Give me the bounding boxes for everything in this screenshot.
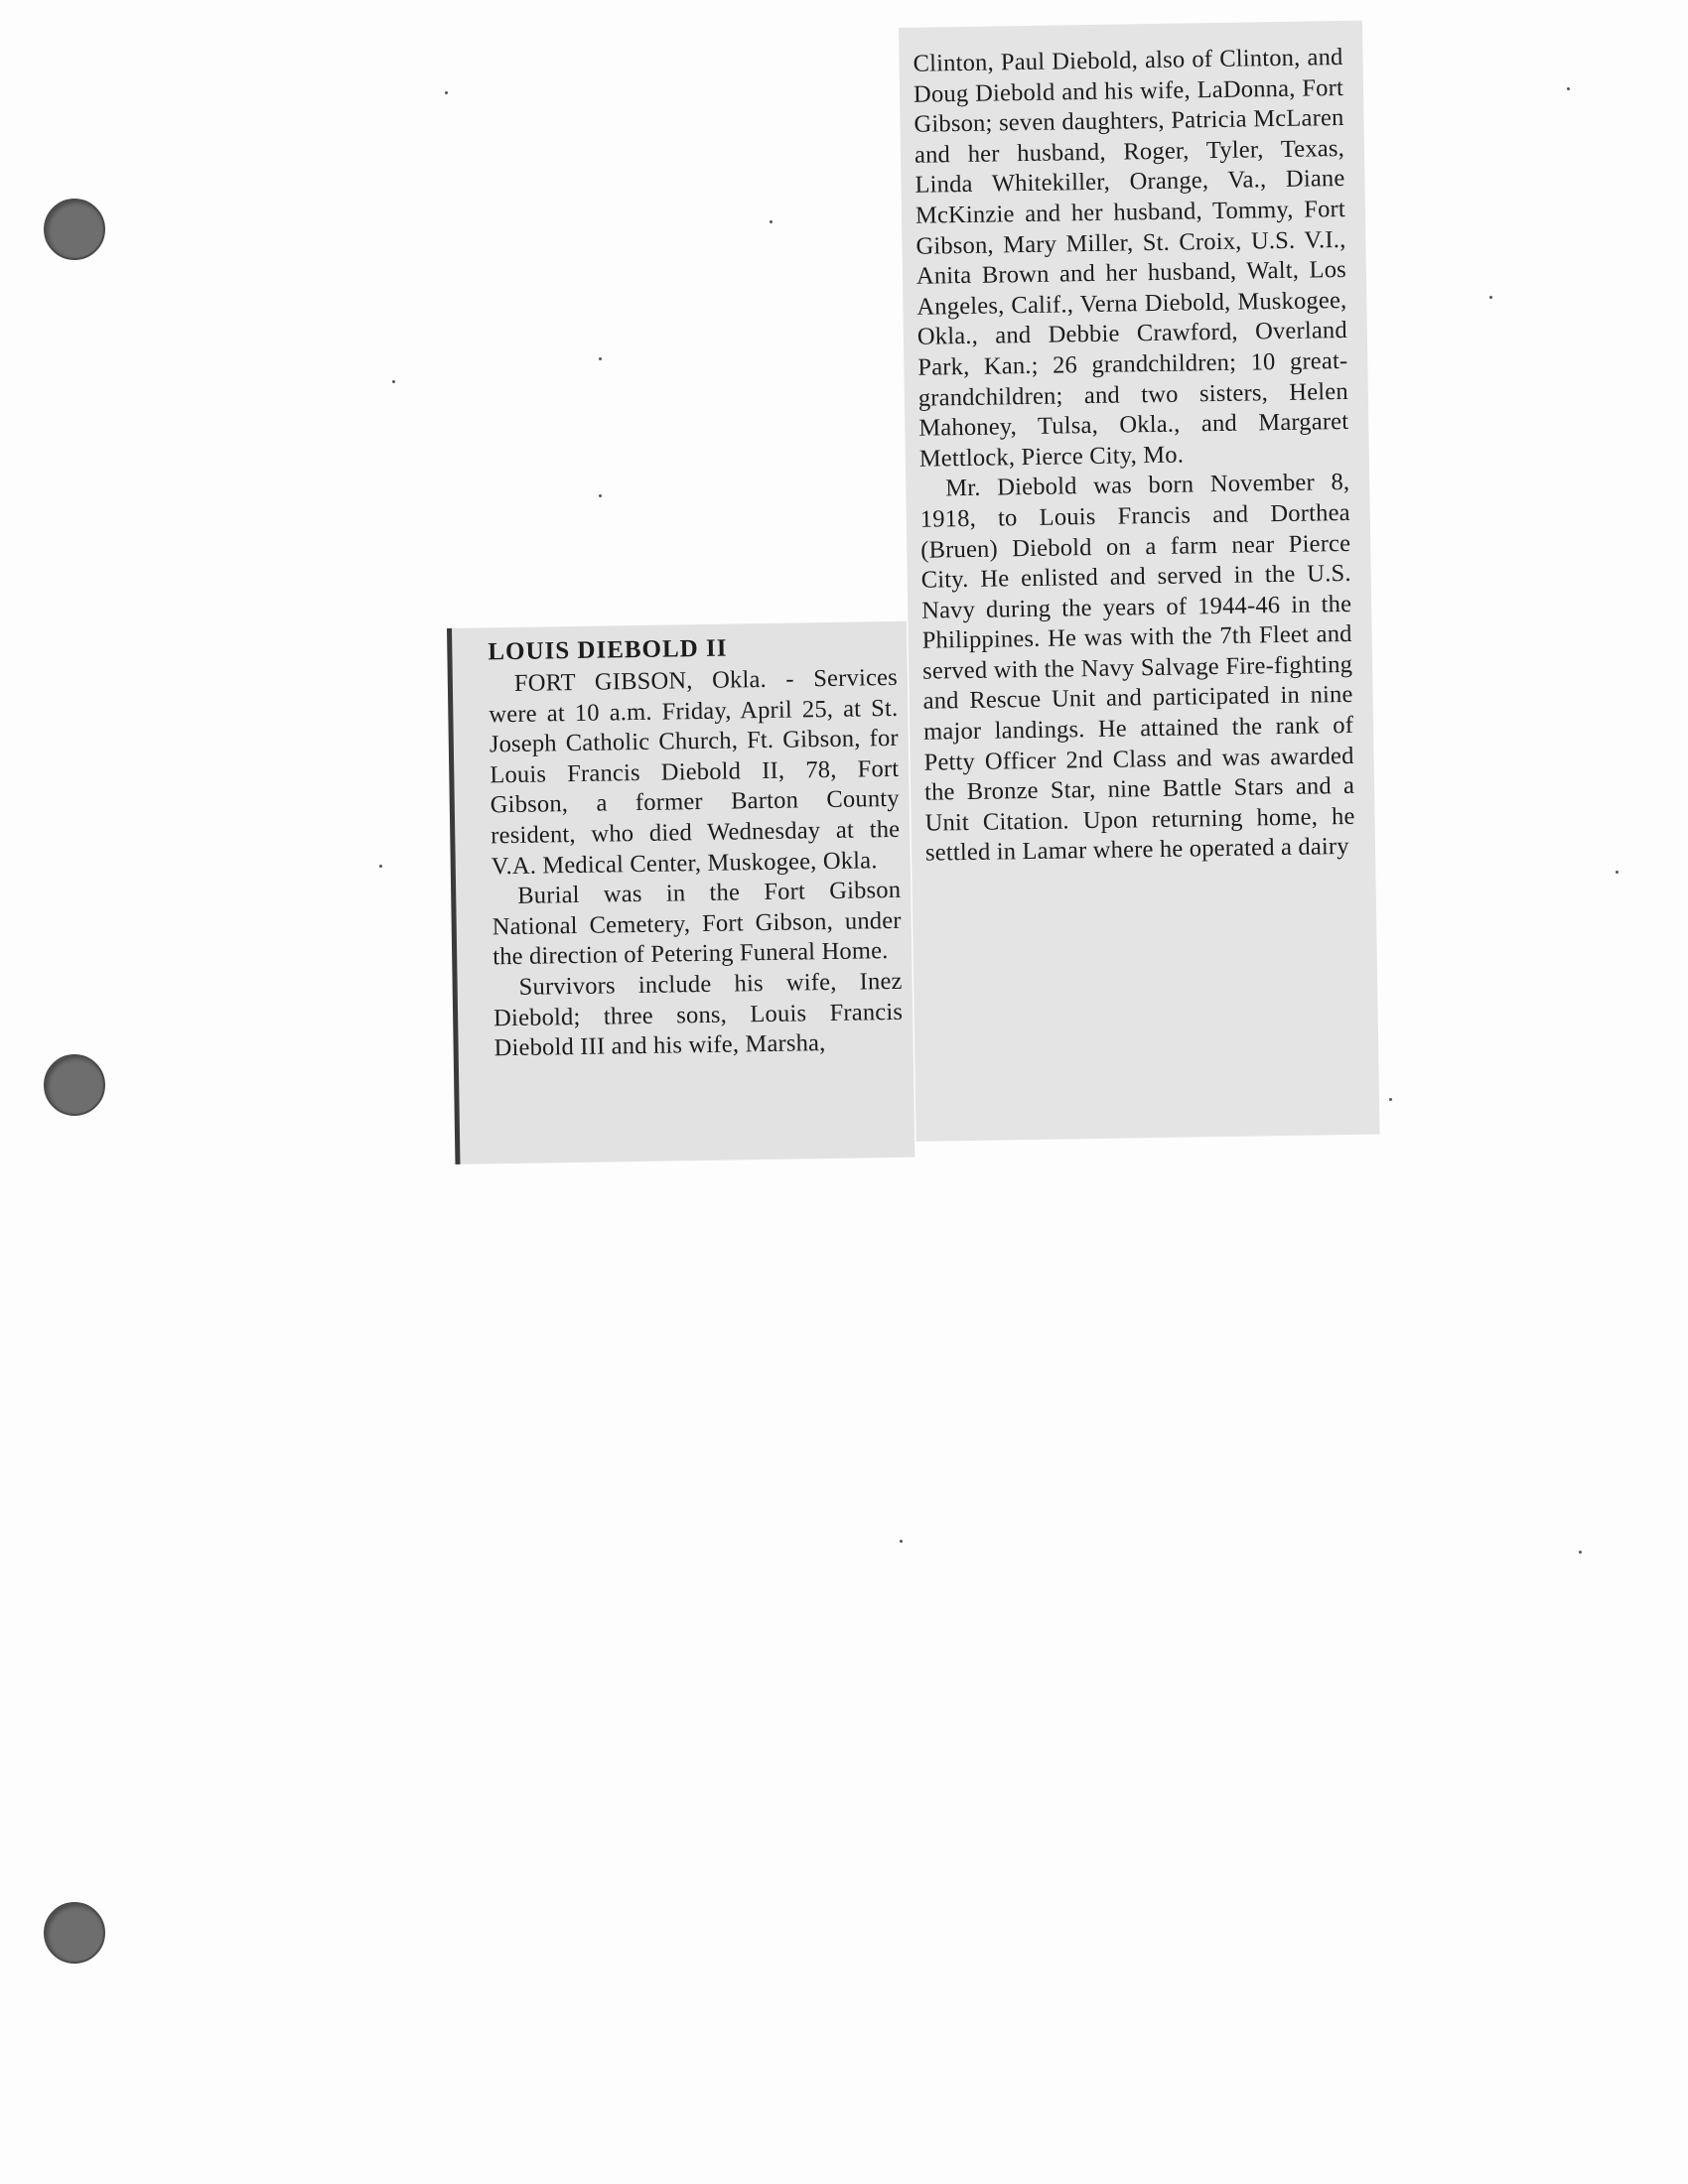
binder-hole-middle (44, 1054, 105, 1116)
scan-speck (599, 357, 602, 360)
services-paragraph: FORT GIBSON, Okla. - Services were at 10 a.m. Friday, April 25, at St. Joseph Catholic Church, Ft. Gibson, for Louis Francis Diebold II, 78, Fort Gibson, a former Barton County resident, who died Wednesday at the V.A. Medical Center, Muskogee, Okla. (489, 663, 901, 880)
burial-paragraph: Burial was in the Fort Gibson National Cemetery, Fort Gibson, under the direction of Petering Funeral Home. (492, 877, 902, 971)
binder-hole-top (44, 199, 105, 260)
scan-speck (900, 1540, 903, 1543)
scan-speck (379, 865, 382, 868)
scan-speck (392, 380, 395, 383)
survivors-continued-paragraph: Clinton, Paul Diebold, also of Clinton, and Doug Diebold and his wife, LaDonna, Fort Gibson; seven daughters, Patricia McLaren and her husband, Roger, Tyler, Texas, Linda Whitekiller, Orange, Va., Diane McKinzie and her husband, Tommy, Fort Gibson, Mary Miller, St. Croix, U.S. V.I., Anita Brown and her husband, Walt, Los Angeles, Calif., Verna Diebold, Muskogee, Okla., and Debbie Crawford, Overland Park, Kan.; 26 grandchildren; 10 great-grandchildren; and two sisters, Helen Mahoney, Tulsa, Okla., and Margaret Mettlock, Pierce City, Mo. (913, 43, 1349, 473)
obituary-headline: LOUIS DIEBOLD II (488, 634, 728, 666)
scan-speck (445, 91, 448, 94)
survivors-paragraph: Survivors include his wife, Inez Diebold; three sons, Louis Francis Diebold III and his wife, Marsha, (492, 967, 904, 1062)
binder-hole-bottom (44, 1902, 105, 1964)
scan-speck (1567, 87, 1570, 90)
scan-speck (770, 220, 773, 223)
scan-speck (1389, 1098, 1392, 1101)
scan-speck (1616, 871, 1618, 874)
scan-speck (599, 494, 602, 497)
biography-paragraph: Mr. Diebold was born November 8, 1918, to Louis Francis and Dorthea (Bruen) Diebold on a farm near Pierce City. He enlisted and served in the U.S. Navy during the years of 1944-46 in the Philippines. He was with the 7th Fleet and served with the Navy Salvage Fire-fighting and Rescue Unit and participated in nine major landings. He attained the rank of Petty Officer 2nd Class and was awarded the Bronze Star, nine Battle Stars and a Unit Citation. Upon returning home, he settled in Lamar where he operated a dairy (919, 469, 1355, 868)
clipping-right-column (899, 21, 1380, 1142)
clipping-left-column (447, 621, 914, 1164)
scan-speck (1579, 1551, 1582, 1554)
scan-speck (1489, 296, 1492, 299)
